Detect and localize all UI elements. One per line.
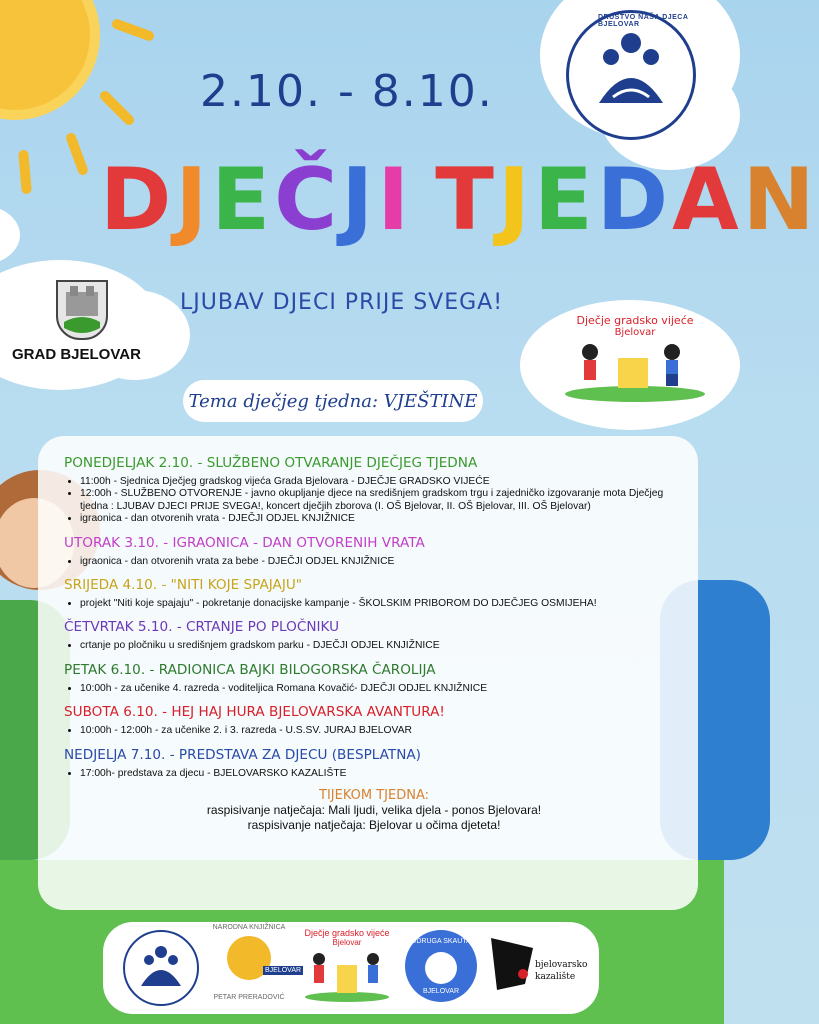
day-items xyxy=(64,683,684,695)
scouts-emblem-icon xyxy=(425,952,457,984)
day-items xyxy=(64,725,684,737)
council-logo-line1: Dječje gradsko vijeće xyxy=(576,314,694,327)
day-item: • igraonica - dan otvorenih vrata za bebe - DJEČJI ODJEL KNJIŽNICE xyxy=(80,556,684,568)
theatre-logo xyxy=(487,934,587,1004)
society-footer-logo xyxy=(123,930,199,1006)
day-items xyxy=(64,768,684,780)
day-section xyxy=(64,534,684,568)
society-logo-icon xyxy=(569,13,693,137)
children-figures-icon xyxy=(560,338,710,398)
council-footer-icon xyxy=(301,947,393,1001)
council-logo-line2: Bjelovar xyxy=(614,327,656,338)
during-week-line: raspisivanje natječaja: Mali ljudi, velika djela - ponos Bjelovara! xyxy=(206,803,542,818)
sun-ray xyxy=(18,150,32,195)
event-dates: 2.10. - 8.10. xyxy=(200,66,494,117)
sun-ray xyxy=(65,132,89,177)
sun-ray xyxy=(111,18,156,42)
library-logo-line1: NARODNA KNJIŽNICA xyxy=(212,924,286,931)
title-letter: E xyxy=(211,150,275,250)
day-section xyxy=(64,661,684,695)
program-panel xyxy=(38,436,698,910)
society-footer-logo-icon xyxy=(125,932,197,1004)
during-week-line: raspisivanje natječaja: Bjelovar u očima djeteta! xyxy=(247,818,501,833)
day-item: • 17:00h- predstava za djecu - BJELOVARSKO KAZALIŠTE xyxy=(80,768,684,780)
city-crest-icon xyxy=(56,280,108,340)
day-item: • 10:00h - za učenike 4. razreda - voditeljica Romana Kovačić- DJEČJI ODJEL KNJIŽNICE xyxy=(80,683,684,695)
cloud xyxy=(0,205,20,265)
scouts-logo-line2: BJELOVAR xyxy=(422,988,460,995)
day-title: PETAK 6.10. - RADIONICA BAJKI BILOGORSKA ČAROLIJA xyxy=(64,661,436,678)
day-title: NEDJELJA 7.10. - PREDSTAVA ZA DJECU (BESPLATNA) xyxy=(64,746,421,763)
society-logo xyxy=(566,10,696,140)
during-week-title: TIJEKOM TJEDNA: xyxy=(319,788,429,804)
day-item: • crtanje po pločniku u središnjem gradskom parku - DJEČJI ODJEL KNJIŽNICE xyxy=(80,640,684,652)
title-letter: N xyxy=(742,150,819,250)
library-logo xyxy=(207,924,302,1012)
title-letter: I xyxy=(377,150,414,250)
title-letter: E xyxy=(533,150,597,250)
title-letter: J xyxy=(497,150,534,250)
day-section xyxy=(64,576,684,610)
title-letter: Č xyxy=(274,150,342,250)
city-name: GRAD BJELOVAR xyxy=(12,346,141,363)
day-section xyxy=(64,746,684,780)
partners-footer xyxy=(103,922,599,1014)
program-list xyxy=(64,454,684,833)
library-logo-tag: BJELOVAR xyxy=(265,967,302,974)
title-letter: J xyxy=(341,150,378,250)
sun-ray xyxy=(98,89,136,127)
theatre-logo-line2: kazalište xyxy=(535,972,576,982)
children-council-logo xyxy=(560,314,710,404)
theme-banner: Tema dječjeg tjedna: VJEŠTINE xyxy=(183,380,483,422)
day-title: SUBOTA 6.10. - HEJ HAJ HURA BJELOVARSKA AVANTURA! xyxy=(64,704,445,721)
day-section xyxy=(64,703,684,737)
title-letter: A xyxy=(672,150,743,250)
society-logo-text: DRUŠTVO NAŠA DJECA BJELOVAR xyxy=(598,14,689,28)
council-footer-line1: Dječje gradsko vijeće xyxy=(304,928,390,938)
page-title xyxy=(100,150,819,250)
sun-illustration xyxy=(0,0,90,110)
day-items xyxy=(64,640,684,652)
council-footer-line2: Bjelovar xyxy=(332,938,362,947)
day-items xyxy=(64,556,684,568)
day-section xyxy=(64,454,684,526)
scouts-logo xyxy=(405,930,477,1002)
theatre-mask-icon xyxy=(487,934,537,994)
day-item: • projekt "Niti koje spajaju" - pokretanje donacijske kampanje - ŠKOLSKIM PRIBOROM DO DJEČJEG OSMIJEHA! xyxy=(80,598,684,610)
day-items xyxy=(64,476,684,526)
title-letter: J xyxy=(175,150,212,250)
day-section xyxy=(64,618,684,652)
scouts-logo-line1: UDRUGA SKAUTA xyxy=(411,938,471,945)
day-item: • 11:00h - Sjednica Dječjeg gradskog vijeća Grada Bjelovara - DJEČJE GRADSKO VIJEĆE xyxy=(80,476,684,488)
day-item: • igraonica - dan otvorenih vrata - DJEČJI ODJEL KNJIŽNICE xyxy=(80,513,684,525)
day-title: ČETVRTAK 5.10. - CRTANJE PO PLOČNIKU xyxy=(64,619,340,636)
day-title: PONEDJELJAK 2.10. - SLUŽBENO OTVARANJE DJEČJEG TJEDNA xyxy=(64,455,478,471)
day-title: UTORAK 3.10. - IGRAONICA - DAN OTVORENIH VRATA xyxy=(64,534,425,551)
day-items xyxy=(64,598,684,610)
library-logo-line2: PETAR PRERADOVIĆ xyxy=(213,994,285,1001)
slogan: LJUBAV DJECI PRIJE SVEGA! xyxy=(180,290,504,315)
council-footer-logo xyxy=(301,928,393,1008)
day-title: SRIJEDA 4.10. - "NITI KOJE SPAJAJU" xyxy=(64,577,303,594)
title-letter: T xyxy=(435,150,498,250)
title-letter: D xyxy=(100,150,176,250)
day-item: • 12:00h - SLUŽBENO OTVORENJE - javno okupljanje djece na središnjem gradskom trgu i zajedničko izgovaranje mota Dječjeg tjedna : LJUBAV DJECI PRIJE SVEGA!, koncert dječjih zborova (I. OŠ Bjelovar, II. OŠ Bjelovar, III. OŠ Bjelovar) xyxy=(80,488,684,513)
day-item: • 10:00h - 12:00h - za učenike 2. i 3. razreda - U.S.SV. JURAJ BJELOVAR xyxy=(80,725,684,737)
theatre-logo-line1: bjelovarsko xyxy=(535,960,588,970)
title-letter: D xyxy=(596,150,673,250)
